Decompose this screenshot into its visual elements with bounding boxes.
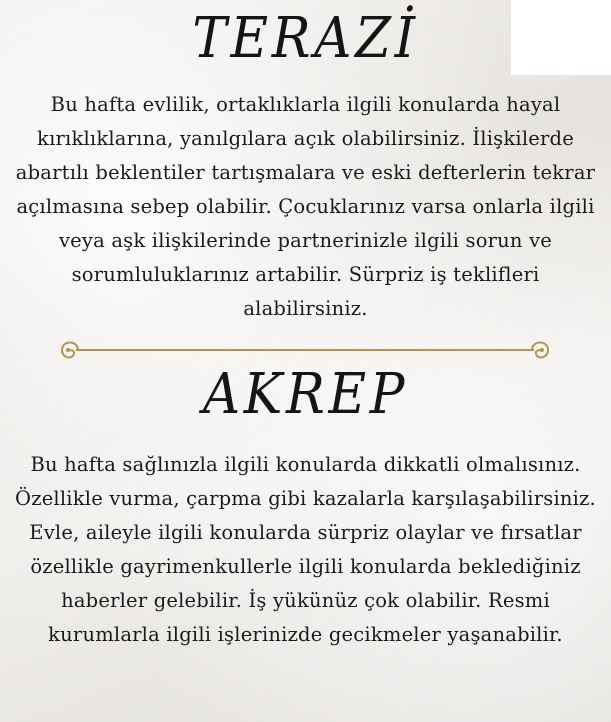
section-text-terazi: Bu hafta evlilik, ortaklıklarla ilgili konularda hayal kırıklıklarına, yanılgılara açık olabilirsiniz. İlişkilerde abartılı beklentiler tartışmalara ve eski defterlerin tekrar açılmasına sebep olabilir. Çocuklarınız varsa onlarla ilgili veya aşk ilişkilerinde partnerinizle ilgili sorun ve sorumluluklarınız artabilir. Sürpriz iş teklifleri alabilirsiniz.: [15, 93, 596, 320]
section-title-terazi: TERAZİ: [192, 6, 419, 71]
section-title-akrep: AKREP: [202, 362, 409, 427]
section-text-akrep: Bu hafta sağlınızla ilgili konularda dikkatli olmalısınız. Özellikle vurma, çarpma gibi kazalarla karşılaşabilirsiniz. Evle, aileyle ilgili konularda sürpriz olaylar ve fırsatlar özellikle gayrimenkullerle ilgili konularda beklediğiniz haberler gelebilir. İş yükünüz çok olabilir. Resmi kurumlarla ilgili işlerinizde gecikmeler yaşanabilir.: [15, 453, 596, 646]
